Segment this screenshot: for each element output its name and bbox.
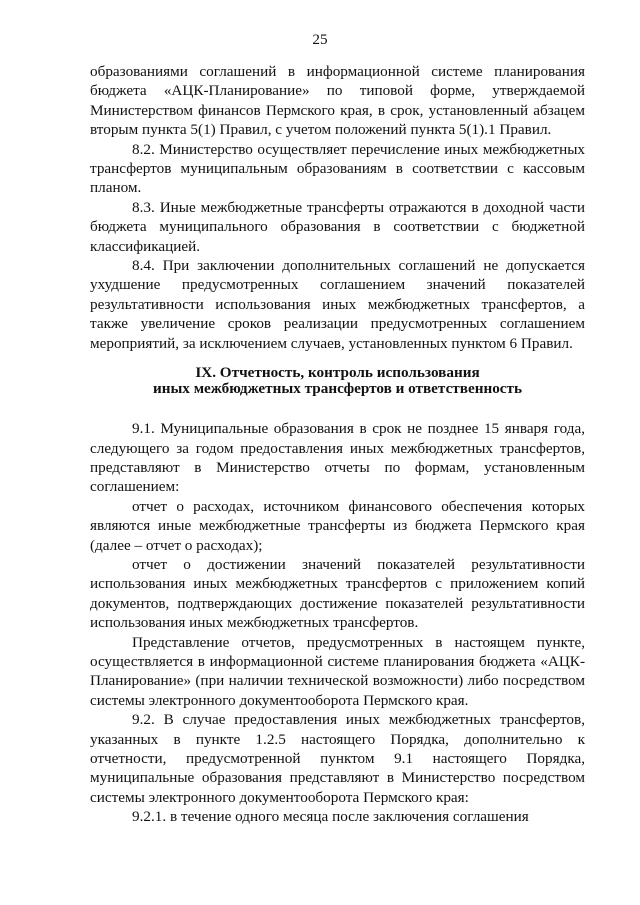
- paragraph-8-4: 8.4. При заключении дополнительных соглашений не допускается ухудшение предусмотренных соглашением значений показателей результативности использования иных межбюджетных трансфертов, а также увеличение сроков реализации предусмотренных соглашением мероприятий, за исключением случаев, установленных пунктом 6 Правил.: [90, 257, 585, 352]
- paragraph-9-1: 9.1. Муниципальные образования в срок не позднее 15 января года, следующего за годом предоставления иных межбюджетных трансфертов, представляют в Министерство отчеты по формам, установленным соглашением:: [90, 420, 585, 496]
- paragraph-continuation: образованиями соглашений в информационной системе планирования бюджета «АЦК-Планирование» по типовой форме, утверждаемой Министерством финансов Пермского края, в срок, установленный абзацем вторым пункта 5(1) Правил, с учетом положений пункта 5(1).1 Правил.: [90, 63, 585, 139]
- paragraph-9-2-1: 9.2.1. в течение одного месяца после заключения соглашения: [132, 808, 529, 826]
- page-number: 25: [312, 31, 328, 48]
- paragraph-8-2: 8.2. Министерство осуществляет перечисление иных межбюджетных трансфертов муниципальным образованиям в соответствии с кассовым планом.: [90, 140, 585, 197]
- document-body: [90, 62, 585, 827]
- paragraph-report-indicators: отчет о достижении значений показателей результативности использования иных межбюджетных трансфертов с приложением копий документов, подтверждающих достижение показателей результативности использования иных межбюджетных трансфертов.: [90, 555, 585, 632]
- section-heading-line-1: IX. Отчетность, контроль использования: [195, 364, 480, 382]
- paragraph-report-submission: Представление отчетов, предусмотренных в настоящем пункте, осуществляется в информационной системе планирования бюджета «АЦК-Планирование» (при наличии технической возможности) либо посредством системы электронного документооборота Пермского края.: [90, 633, 585, 709]
- paragraph-report-expenses: отчет о расходах, источником финансового обеспечения которых являются иные межбюджетные трансферты из бюджета Пермского края (далее – отчет о расходах);: [90, 497, 585, 554]
- section-heading: [90, 365, 585, 397]
- section-heading-line-2: иных межбюджетных трансфертов и ответственность: [152, 380, 523, 398]
- paragraph-9-2: 9.2. В случае предоставления иных межбюджетных трансфертов, указанных в пункте 1.2.5 настоящего Порядка, дополнительно к отчетности, предусмотренной пунктом 9.1 настоящего Порядка, муниципальные образования представляют в Министерство посредством системы электронного документооборота Пермского края:: [90, 711, 585, 806]
- paragraph-8-3: 8.3. Иные межбюджетные трансферты отражаются в доходной части бюджета муниципального образования в соответствии с бюджетной классификацией.: [90, 198, 585, 255]
